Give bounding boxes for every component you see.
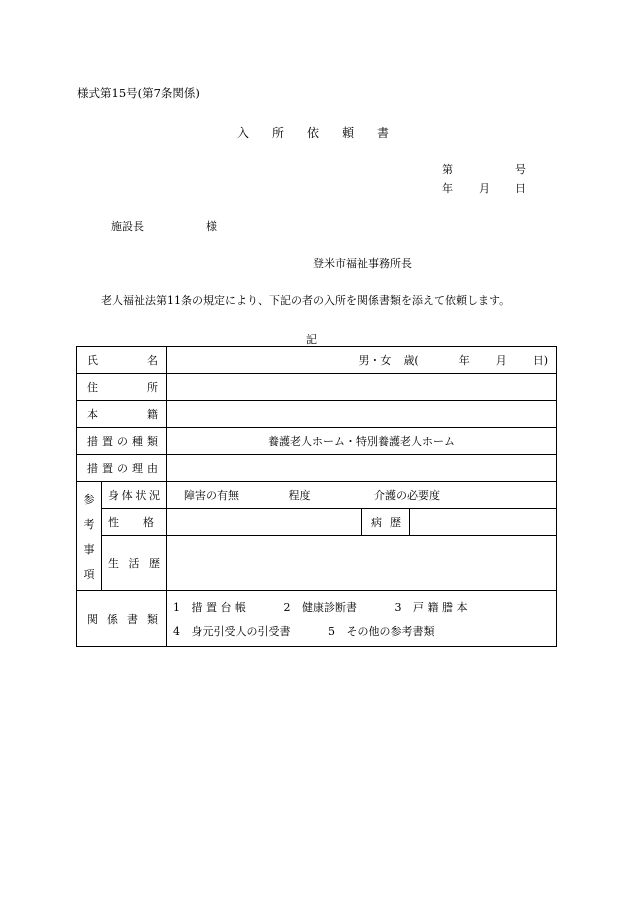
label-char: 由: [147, 462, 158, 475]
label-char: 項: [83, 567, 95, 581]
address-label-cell: [77, 374, 167, 401]
label-char: 措: [87, 462, 98, 475]
measure-reason-label-cell: [77, 455, 167, 482]
doc-num: 1: [173, 600, 180, 614]
name-label-cell: [77, 347, 167, 374]
docs-line-2: [173, 623, 556, 639]
label-char: 活: [128, 557, 140, 570]
sex-options[interactable]: 男・女: [358, 354, 392, 367]
label-char: 病: [371, 516, 382, 529]
date-month: 月: [479, 182, 490, 195]
label-char: 置: [102, 462, 113, 475]
label-char: 住: [87, 381, 98, 394]
label-char: 類: [147, 435, 158, 448]
label-char: 名: [147, 354, 158, 367]
doc-item: 健康診断書: [302, 600, 357, 614]
label-char: 身: [108, 489, 119, 502]
doc-num: 3: [394, 600, 402, 614]
label-char: 係: [107, 612, 118, 626]
ki-label: 記: [306, 333, 317, 346]
label-char: 籍: [147, 408, 158, 421]
measure-type-label-cell: [77, 428, 167, 455]
personality-label-cell: [102, 509, 167, 536]
title-char: 所: [272, 126, 285, 140]
label-char: 類: [147, 612, 158, 626]
doc-item: その他の参考書類: [346, 624, 435, 638]
doc-number-go: 号: [515, 163, 526, 176]
honseki-value-cell[interactable]: [167, 401, 557, 428]
birth-year: 年: [458, 354, 470, 367]
medical-history-value-cell[interactable]: [410, 509, 557, 536]
label-char: 書: [127, 612, 138, 626]
ref-label-cell: [77, 482, 102, 591]
measure-reason-value-cell[interactable]: [167, 455, 557, 482]
addressee-label: 施設長: [111, 220, 144, 233]
measure-type-value-cell[interactable]: [167, 428, 557, 455]
birth-month: 月: [495, 354, 507, 367]
related-docs-label-cell: [77, 591, 167, 647]
label-char: 氏: [87, 354, 98, 367]
label-char: 性: [108, 516, 119, 529]
title-char: 入: [237, 126, 250, 140]
label-char: 生: [108, 557, 119, 570]
doc-number-dai: 第: [442, 163, 453, 176]
label-char: 参: [83, 492, 95, 506]
life-history-label-cell: [102, 536, 167, 591]
label-char: 状: [135, 489, 147, 502]
addressee-honorific: 様: [206, 220, 217, 233]
date-year: 年: [442, 182, 453, 195]
name-value-cell[interactable]: [167, 347, 557, 374]
docs-line-1: [173, 599, 556, 615]
medical-history-label-cell: [362, 509, 410, 536]
label-char: 置: [102, 435, 113, 448]
label-char: 事: [83, 542, 95, 556]
personality-value-cell[interactable]: [167, 509, 362, 536]
body-text: 老人福祉法第11条の規定により、下記の者の入所を関係書類を添えて依頼します。: [101, 294, 511, 307]
request-form-table: [76, 346, 557, 647]
age-unit: 歳(: [403, 354, 419, 367]
label-char: 所: [147, 381, 158, 394]
doc-num: 5: [328, 624, 335, 638]
body-status-label-cell: [102, 482, 167, 509]
label-char: 歴: [390, 516, 401, 529]
title-char: 依: [307, 126, 320, 140]
measure-type-value[interactable]: 養護老人ホーム・特別養護老人ホーム: [268, 435, 456, 448]
title-char: 頼: [342, 126, 355, 140]
label-char: 本: [87, 408, 98, 421]
birth-day: 日): [532, 354, 549, 367]
degree-label: 程度: [288, 489, 311, 502]
doc-item: 身元引受人の引受書: [191, 624, 291, 638]
date-day: 日: [515, 182, 526, 195]
label-char: 格: [143, 516, 154, 529]
label-char: 体: [121, 489, 133, 502]
label-char: 況: [148, 489, 160, 502]
body-status-value-cell[interactable]: [167, 482, 557, 509]
title-char: 書: [377, 126, 390, 140]
doc-item: 戸 籍 謄 本: [413, 600, 468, 614]
label-char: 種: [132, 435, 143, 448]
doc-item: 措 置 台 帳: [191, 600, 246, 614]
label-char: 関: [87, 612, 98, 626]
label-char: 措: [87, 435, 98, 448]
form-number: 様式第15号(第7条関係): [77, 86, 200, 100]
sender: 登米市福祉事務所長: [313, 257, 412, 270]
label-char: の: [117, 462, 128, 475]
doc-num: 2: [283, 600, 291, 614]
document-title: [237, 124, 412, 141]
doc-num: 4: [173, 624, 180, 638]
address-value-cell[interactable]: [167, 374, 557, 401]
care-need-label: 介護の必要度: [374, 489, 440, 502]
label-char: 歴: [149, 557, 160, 570]
honseki-label-cell: [77, 401, 167, 428]
label-char: 理: [132, 462, 143, 475]
life-history-value-cell[interactable]: [167, 536, 557, 591]
disability-label: 障害の有無: [184, 489, 239, 502]
label-char: の: [117, 435, 128, 448]
related-docs-value-cell: [167, 591, 557, 647]
label-char: 考: [83, 517, 95, 531]
